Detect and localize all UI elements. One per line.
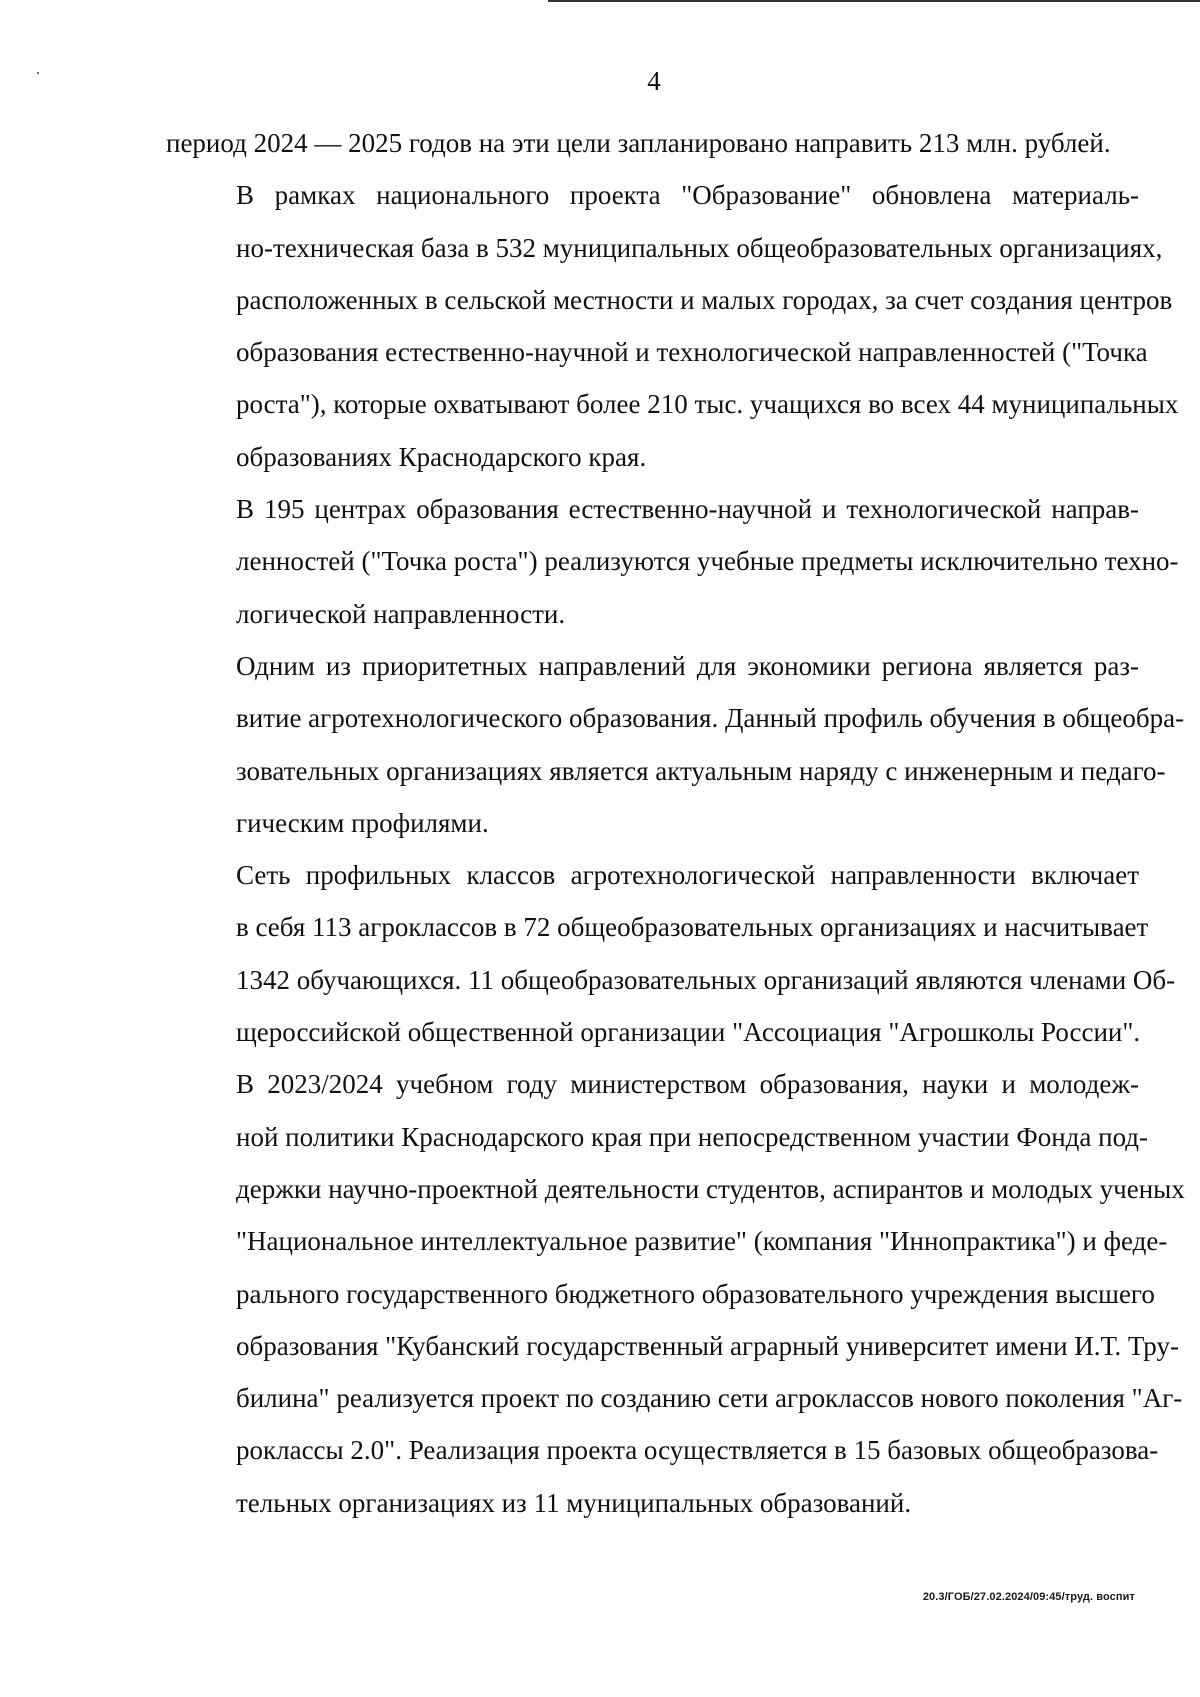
scan-top-edge <box>548 0 1200 2</box>
text-line: держки научно-проектной деятельности студентов, аспирантов и молодых ученых <box>236 1173 1185 1204</box>
text-line: в себя 113 агроклассов в 72 общеобразовательных организациях и насчитывает <box>236 912 1149 943</box>
text-line: В 195 центрах образования естественно-научной и технологической направ- <box>236 494 1139 525</box>
paragraph <box>166 849 1176 1058</box>
text-line: ной политики Краснодарского края при непосредственном участии Фонда под- <box>236 1121 1149 1152</box>
text-line: образования "Кубанский государственный аграрный университет имени И.Т. Тру- <box>236 1330 1179 1361</box>
text-line: расположенных в сельской местности и малых городах, за счет создания центров <box>236 284 1173 315</box>
text-line: Одним из приоритетных направлений для экономики региона является раз- <box>236 650 1139 681</box>
text-line: роклассы 2.0". Реализация проекта осуществляется в 15 базовых общеобразова- <box>236 1435 1159 1466</box>
text-line: щероссийской общественной организации "Ассоциация "Агрошколы России". <box>236 1017 1141 1048</box>
paragraph <box>166 1058 1185 1529</box>
text-line: "Национальное интеллектуальное развитие" (компания "Иннопрактика") и феде- <box>236 1226 1168 1257</box>
text-line: В рамках национального проекта "Образование" обновлена материаль- <box>236 180 1139 211</box>
text-line: ленностей ("Точка роста") реализуются учебные предметы исключительно техно- <box>236 546 1179 577</box>
paragraph <box>166 640 1185 849</box>
paragraph <box>166 169 1179 483</box>
text-line: тельных организациях из 11 муниципальных образований. <box>236 1487 912 1518</box>
footer-registration-stamp: 20.3/ГОБ/27.02.2024/09:45/труд. воспит <box>922 1591 1135 1603</box>
text-line: образования естественно-научной и технологической направленностей ("Точка <box>236 337 1148 368</box>
text-line: витие агротехнологического образования. Данный профиль обучения в общеобра- <box>236 703 1185 734</box>
text-line: период 2024 — 2025 годов на эти цели запланировано направить 213 млн. рублей. <box>166 128 1111 158</box>
text-line: 1342 обучающихся. 11 общеобразовательных организаций являются членами Об- <box>236 964 1176 995</box>
text-line: гическим профилями. <box>236 807 489 838</box>
paragraph <box>166 483 1179 640</box>
text-line: билина" реализуется проект по созданию сети агроклассов нового поколения "Аг- <box>236 1383 1183 1414</box>
text-line: но-техническая база в 532 муниципальных общеобразовательных организациях, <box>236 232 1163 263</box>
document-body <box>166 117 1185 1529</box>
text-line: зовательных организациях является актуальным наряду с инженерным и педаго- <box>236 755 1166 786</box>
paragraph <box>166 117 1139 169</box>
text-line: рального государственного бюджетного образовательного учреждения высшего <box>236 1278 1155 1309</box>
text-line: логической направленности. <box>236 598 566 629</box>
text-line: роста"), которые охватывают более 210 тыс. учащихся во всех 44 муниципальных <box>236 389 1179 420</box>
text-line: В 2023/2024 учебном году министерством образования, науки и молодеж- <box>236 1069 1139 1100</box>
text-line: образованиях Краснодарского края. <box>236 441 647 472</box>
text-line: Сеть профильных классов агротехнологической направленности включает <box>236 860 1139 891</box>
page-number: 4 <box>647 66 661 96</box>
